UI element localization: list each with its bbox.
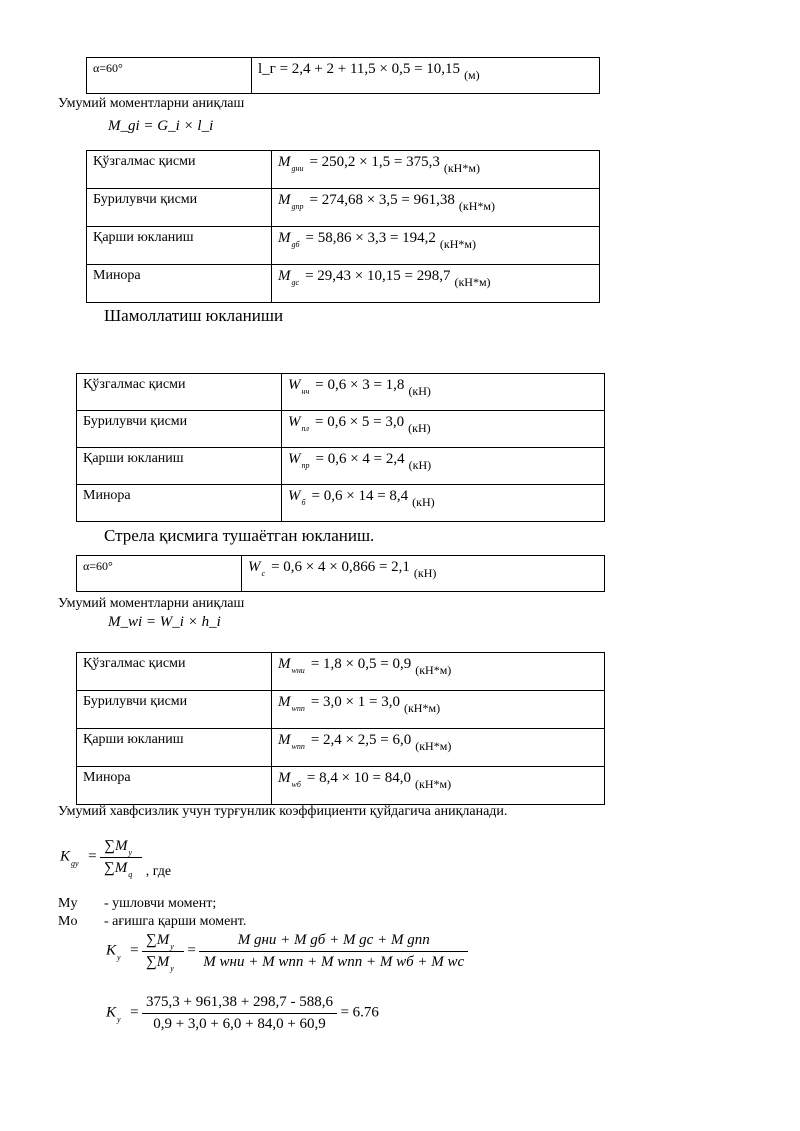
formula-value: = 0,6 × 4 × 0,866 = 2,1 bbox=[271, 559, 410, 575]
numerator: 375,3 + 961,38 + 298,7 - 588,6 bbox=[146, 994, 333, 1010]
formula-cell bbox=[282, 448, 605, 485]
formula-subscript: gy bbox=[71, 858, 79, 868]
table-boom bbox=[76, 555, 605, 592]
formula-subscript: y bbox=[117, 952, 121, 962]
unit-label: (кН*м) bbox=[458, 199, 495, 213]
formula-cell bbox=[282, 374, 605, 411]
table-row bbox=[87, 227, 600, 265]
definition-row bbox=[58, 914, 246, 930]
angle-cell bbox=[87, 58, 252, 94]
formula-symbol: M bbox=[278, 268, 291, 284]
table-moments-w bbox=[76, 652, 605, 805]
moment-formula: M_wi = W_i × h_i bbox=[108, 614, 221, 630]
length-formula: l_г = 2,4 + 2 + 11,5 × 0,5 = 10,15 bbox=[258, 61, 461, 77]
fraction bbox=[100, 838, 142, 877]
formula-symbol: M bbox=[278, 154, 291, 170]
formula-cell bbox=[272, 151, 600, 189]
formula-subscript: gc bbox=[291, 278, 300, 287]
table-row bbox=[77, 653, 605, 691]
unit-label: (кН) bbox=[413, 566, 437, 580]
formula-subscript: нч bbox=[301, 387, 310, 396]
numerator: ∑M bbox=[104, 838, 128, 854]
formula-cell bbox=[252, 58, 600, 94]
unit-label: (кН) bbox=[408, 458, 432, 472]
unit-label: (кН) bbox=[412, 495, 435, 509]
formula-symbol: M bbox=[278, 732, 291, 748]
row-label: Бурилувчи қисми bbox=[77, 411, 282, 448]
definition-symbol: My bbox=[58, 896, 78, 911]
formula-subscript: б bbox=[301, 498, 306, 507]
formula-value: = 2,4 × 2,5 = 6,0 bbox=[310, 732, 412, 748]
formula-subscript: gб bbox=[291, 240, 300, 249]
row-label: Қарши юкланиш bbox=[77, 448, 282, 485]
unit-label: (м) bbox=[464, 68, 480, 82]
moment-formula: M_gi = G_i × l_i bbox=[108, 118, 214, 134]
formula-subscript: wни bbox=[291, 666, 305, 675]
formula-cell bbox=[272, 729, 605, 767]
unit-label: (кН*м) bbox=[454, 275, 491, 289]
formula-symbol: M bbox=[278, 694, 291, 710]
denominator: ∑M bbox=[104, 860, 128, 876]
row-label: Қарши юкланиш bbox=[77, 729, 272, 767]
definition-text: - ушловчи момент; bbox=[104, 896, 217, 911]
table-row bbox=[77, 485, 605, 522]
section-heading: Умумий хавфсизлик учун турғунлик коэффициенти қуйдагича аниқланади. bbox=[58, 804, 508, 819]
formula-cell bbox=[272, 653, 605, 691]
formula-cell bbox=[272, 767, 605, 805]
formula-subscript: wб bbox=[291, 780, 301, 789]
formula-subscript: gни bbox=[291, 164, 304, 173]
table-row bbox=[77, 411, 605, 448]
formula-subscript: y bbox=[170, 964, 174, 973]
table-row bbox=[87, 265, 600, 303]
definition-symbol: Mo bbox=[58, 914, 78, 929]
formula-subscript: с bbox=[261, 569, 266, 578]
formula-subscript: пр bbox=[301, 461, 310, 470]
table-length bbox=[86, 57, 600, 94]
formula-symbol: M bbox=[278, 656, 291, 672]
formula-value: = 29,43 × 10,15 = 298,7 bbox=[305, 268, 451, 284]
formula-symbol: W bbox=[288, 414, 301, 430]
row-label: Минора bbox=[77, 767, 272, 805]
row-label: Минора bbox=[77, 485, 282, 522]
stability-result: $K_y$ = $\frac{375,3 + 961,38 + 298,7 - 588,6}{0,9 + 3,0 + 6,0 + 84,0 + 60,9}$ = 6.76 bbox=[106, 994, 379, 1032]
angle-label: α=60° bbox=[83, 559, 113, 573]
formula-symbol: K bbox=[60, 848, 71, 865]
formula-subscript: wпп bbox=[291, 704, 305, 713]
row-label: Қўзгалмас қисми bbox=[87, 151, 272, 189]
formula-subscript: y bbox=[128, 848, 133, 857]
denominator: 0,9 + 3,0 + 6,0 + 84,0 + 60,9 bbox=[153, 1016, 326, 1032]
row-label: Қўзгалмас қисми bbox=[77, 374, 282, 411]
formula-subscript: wпп bbox=[291, 742, 305, 751]
table-row bbox=[77, 729, 605, 767]
formula-cell bbox=[272, 189, 600, 227]
definition-row bbox=[58, 896, 216, 912]
table-row bbox=[87, 189, 600, 227]
formula-subscript: пл bbox=[301, 424, 309, 433]
fraction bbox=[199, 932, 468, 971]
table-row bbox=[77, 767, 605, 805]
formula-value: = 0,6 × 4 = 2,4 bbox=[315, 451, 405, 467]
row-label: Қўзгалмас қисми bbox=[77, 653, 272, 691]
fraction bbox=[142, 994, 337, 1033]
formula-value: = 0,6 × 3 = 1,8 bbox=[315, 377, 405, 393]
row-label: Минора bbox=[87, 265, 272, 303]
formula-symbol: K bbox=[106, 1004, 117, 1021]
result-value: = 6.76 bbox=[340, 1004, 379, 1021]
table-row bbox=[77, 691, 605, 729]
unit-label: (кН*м) bbox=[415, 739, 452, 753]
formula-subscript: q bbox=[128, 870, 133, 879]
formula-cell bbox=[272, 691, 605, 729]
stability-formula-expanded: $K_y$ = $\frac{\sum M_y}{\sum M_y}$ = $\frac{\text{M gни + M gб + M gс + M gпп}}{\text{M wни + M wпп + M wпп + M wб + M wс}}$ bbox=[106, 932, 468, 971]
formula-symbol: W bbox=[288, 377, 301, 393]
formula-value: = 8,4 × 10 = 84,0 bbox=[306, 770, 411, 786]
section-heading: Умумий моментларни аниқлаш bbox=[58, 596, 245, 611]
row-label: Бурилувчи қисми bbox=[77, 691, 272, 729]
formula-symbol: W bbox=[248, 559, 261, 575]
formula-cell bbox=[282, 485, 605, 522]
table-moments-g bbox=[86, 150, 600, 303]
unit-label: (кН*м) bbox=[439, 237, 477, 251]
formula-value: = 274,68 × 3,5 = 961,38 bbox=[309, 192, 455, 208]
stability-formula: $K_{gy}$ = $\frac{\sum M_y}{\sum M_q}$ , где bbox=[60, 838, 172, 879]
numerator: M gни + M gб + M gс + M gпп bbox=[237, 932, 430, 948]
formula-subscript: gпр bbox=[291, 202, 304, 211]
formula-cell bbox=[272, 265, 600, 303]
formula-subscript: y bbox=[170, 942, 174, 951]
row-label: Бурилувчи қисми bbox=[87, 189, 272, 227]
unit-label: (кН*м) bbox=[415, 663, 452, 677]
table-row bbox=[77, 374, 605, 411]
section-heading: Стрела қисмига тушаётган юкланиш. bbox=[104, 526, 375, 545]
table-row bbox=[87, 151, 600, 189]
definition-text: - ағишга қарши момент. bbox=[104, 914, 247, 929]
formula-value: = 0,6 × 14 = 8,4 bbox=[311, 488, 409, 504]
unit-label: (кН*м) bbox=[415, 777, 452, 791]
formula-symbol: M bbox=[278, 770, 291, 786]
formula-value: = 0,6 × 5 = 3,0 bbox=[315, 414, 405, 430]
formula-symbol: W bbox=[288, 488, 301, 504]
formula-value: = 3,0 × 1 = 3,0 bbox=[310, 694, 400, 710]
formula-symbol: M bbox=[278, 230, 291, 246]
formula-suffix: , где bbox=[145, 863, 172, 879]
angle-cell bbox=[77, 556, 242, 592]
formula-value: = 250,2 × 1,5 = 375,3 bbox=[309, 154, 440, 170]
unit-label: (кН*м) bbox=[403, 701, 441, 715]
fraction bbox=[142, 932, 184, 971]
formula-symbol: M bbox=[278, 192, 291, 208]
angle-label: α=60° bbox=[93, 61, 123, 75]
formula-value: = 1,8 × 0,5 = 0,9 bbox=[310, 656, 412, 672]
denominator: ∑M bbox=[146, 954, 170, 970]
formula-subscript: y bbox=[117, 1014, 121, 1024]
unit-label: (кН) bbox=[408, 384, 431, 398]
unit-label: (кН) bbox=[408, 421, 431, 435]
table-row bbox=[77, 448, 605, 485]
formula-cell bbox=[272, 227, 600, 265]
unit-label: (кН*м) bbox=[443, 161, 480, 175]
row-label: Қарши юкланиш bbox=[87, 227, 272, 265]
formula-cell bbox=[282, 411, 605, 448]
formula-cell bbox=[242, 556, 605, 592]
formula-value: = 58,86 × 3,3 = 194,2 bbox=[305, 230, 436, 246]
section-heading: Умумий моментларни аниқлаш bbox=[58, 96, 245, 111]
formula-symbol: K bbox=[106, 942, 117, 959]
formula-symbol: W bbox=[288, 451, 301, 467]
denominator: M wни + M wпп + M wпп + M wб + M wс bbox=[203, 954, 465, 970]
section-heading: Шамоллатиш юкланиши bbox=[104, 306, 284, 325]
table-wind bbox=[76, 373, 605, 522]
numerator: ∑M bbox=[146, 932, 170, 948]
